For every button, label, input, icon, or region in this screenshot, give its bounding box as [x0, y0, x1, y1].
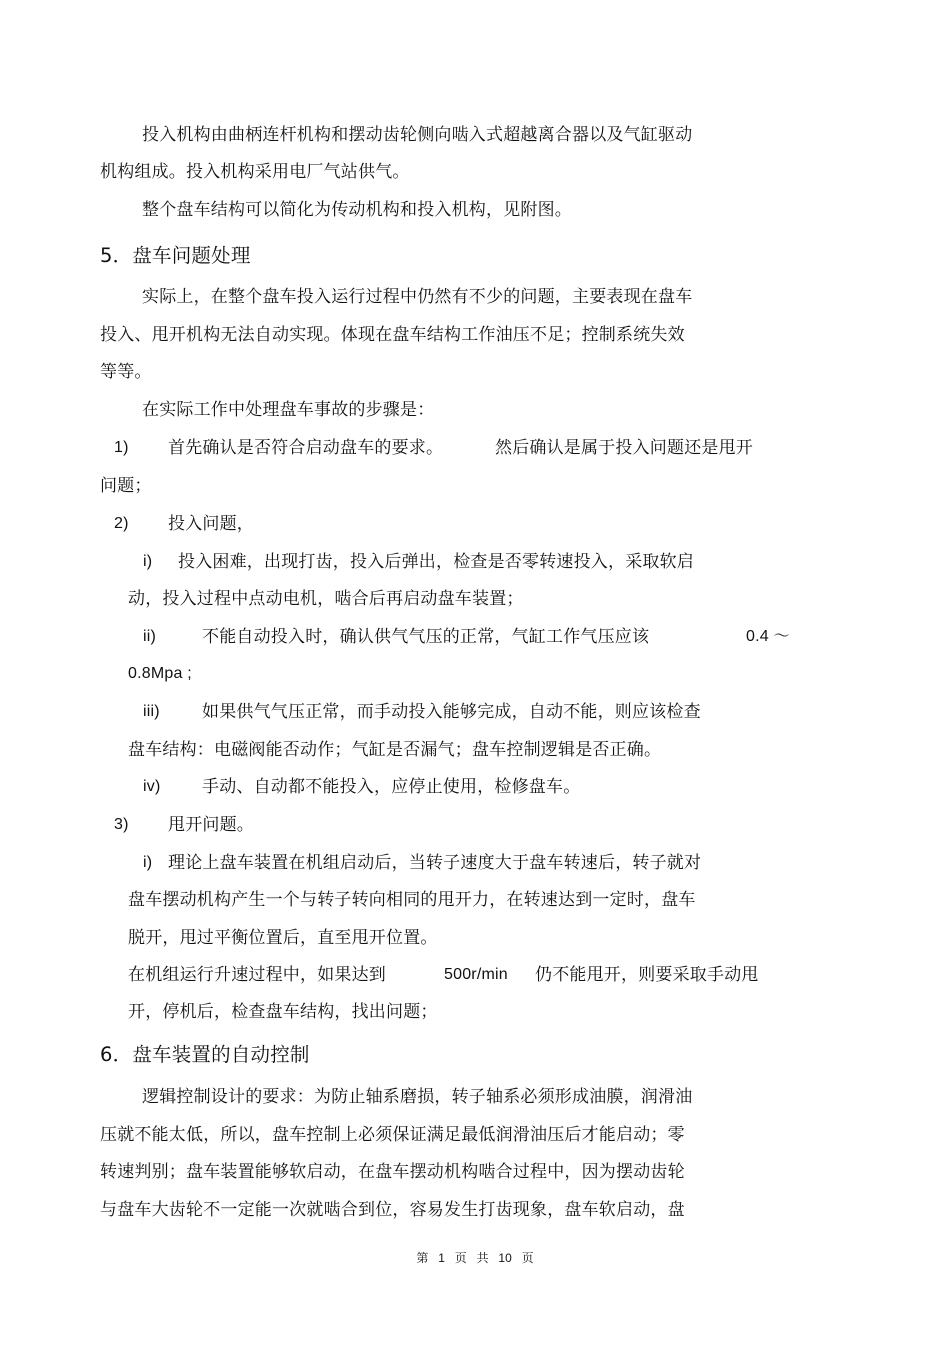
paragraph-line: 投入机构由曲柄连杆机构和摆动齿轮侧向啮入式超越离合器以及气缸驱动	[142, 125, 693, 145]
sub-item-text: 不能自动投入时，确认供气气压的正常，气缸工作气压应该	[202, 627, 650, 647]
list-item-text: 甩开问题。	[168, 815, 254, 835]
section-heading-6	[100, 1043, 310, 1067]
list-number: 3)	[114, 816, 129, 833]
sub-item-text: 如果供气气压正常，而手动投入能够完成，自动不能，则应该检查	[202, 702, 701, 722]
sub-item-continuation: 动，投入过程中点动电机，啮合后再启动盘车装置；	[128, 589, 524, 609]
section-number: 5．	[100, 244, 133, 267]
paragraph-line: 逻辑控制设计的要求：为防止轴系磨损，转子轴系必须形成油膜，润滑油	[142, 1087, 693, 1107]
page-footer	[0, 1250, 950, 1266]
list-item-continuation: 问题；	[100, 476, 152, 496]
sub-item-number: i)	[143, 854, 153, 871]
sub-item-text: 手动、自动都不能投入，应停止使用，检修盘车。	[202, 777, 581, 797]
sub-item-number: iv)	[143, 778, 161, 795]
paragraph-line: 等等。	[100, 362, 152, 382]
sub-item-continuation: 脱开，甩过平衡位置后，直至甩开位置。	[128, 928, 438, 948]
section-title: 盘车装置的自动控制	[132, 1043, 310, 1066]
list-number: 1)	[114, 439, 129, 456]
sub-item-number: i)	[143, 553, 153, 570]
section-heading-5	[100, 244, 251, 268]
footer-text: 页	[454, 1251, 467, 1265]
total-pages: 10	[498, 1251, 512, 1265]
sub-item-continuation: 0.8Mpa ;	[128, 665, 192, 682]
paragraph-line: 压就不能太低，所以，盘车控制上必须保证满足最低润滑油压后才能启动；零	[100, 1125, 685, 1145]
paragraph-line: 转速判别；盘车装置能够软启动，在盘车摆动机构啮合过程中，因为摆动齿轮	[100, 1162, 685, 1182]
paragraph-line: 整个盘车结构可以简化为传动机构和投入机构，见附图。	[142, 200, 572, 220]
list-item-text: 然后确认是属于投入问题还是甩开	[495, 438, 753, 458]
paragraph-line: 机构组成。投入机构采用电厂气站供气。	[100, 162, 410, 182]
sub-item-continuation: 仍不能甩开，则要采取手动甩	[535, 965, 759, 985]
footer-text: 共	[476, 1251, 489, 1265]
sub-item-continuation: 开，停机后，检查盘车结构，找出问题；	[128, 1002, 438, 1022]
sub-item-number: iii)	[143, 703, 160, 720]
paragraph-line: 投入、甩开机构无法自动实现。体现在盘车结构工作油压不足；控制系统失效	[100, 325, 685, 345]
sub-item-continuation: 在机组运行升速过程中，如果达到	[128, 965, 386, 985]
sub-item-number: ii)	[143, 628, 157, 645]
paragraph-line: 与盘车大齿轮不一定能一次就啮合到位，容易发生打齿现象，盘车软启动，盘	[100, 1200, 685, 1220]
list-number: 2)	[114, 515, 129, 532]
sub-item-text: 投入困难，出现打齿，投入后弹出，检查是否零转速投入，采取软启	[178, 552, 694, 572]
list-item-text: 投入问题，	[168, 514, 254, 534]
list-item-text: 首先确认是否符合启动盘车的要求。	[168, 438, 444, 458]
paragraph-line: 实际上，在整个盘车投入运行过程中仍然有不少的问题，主要表现在盘车	[142, 287, 693, 307]
sub-item-text: 理论上盘车装置在机组启动后，当转子速度大于盘车转速后，转子就对	[168, 853, 702, 873]
sub-item-continuation: 盘车摆动机构产生一个与转子转向相同的甩开力，在转速达到一定时，盘车	[128, 890, 696, 910]
speed-value: 500r/min	[444, 966, 508, 983]
sub-item-continuation: 盘车结构：电磁阀能否动作；气缸是否漏气；盘车控制逻辑是否正确。	[128, 740, 662, 760]
section-title: 盘车问题处理	[132, 244, 251, 267]
section-number: 6．	[100, 1043, 133, 1066]
page-number: 1	[438, 1251, 445, 1265]
paragraph-line: 在实际工作中处理盘车事故的步骤是：	[142, 400, 435, 420]
footer-text: 第	[416, 1251, 429, 1265]
pressure-value: 0.4 ～	[746, 628, 790, 645]
footer-text: 页	[521, 1251, 534, 1265]
